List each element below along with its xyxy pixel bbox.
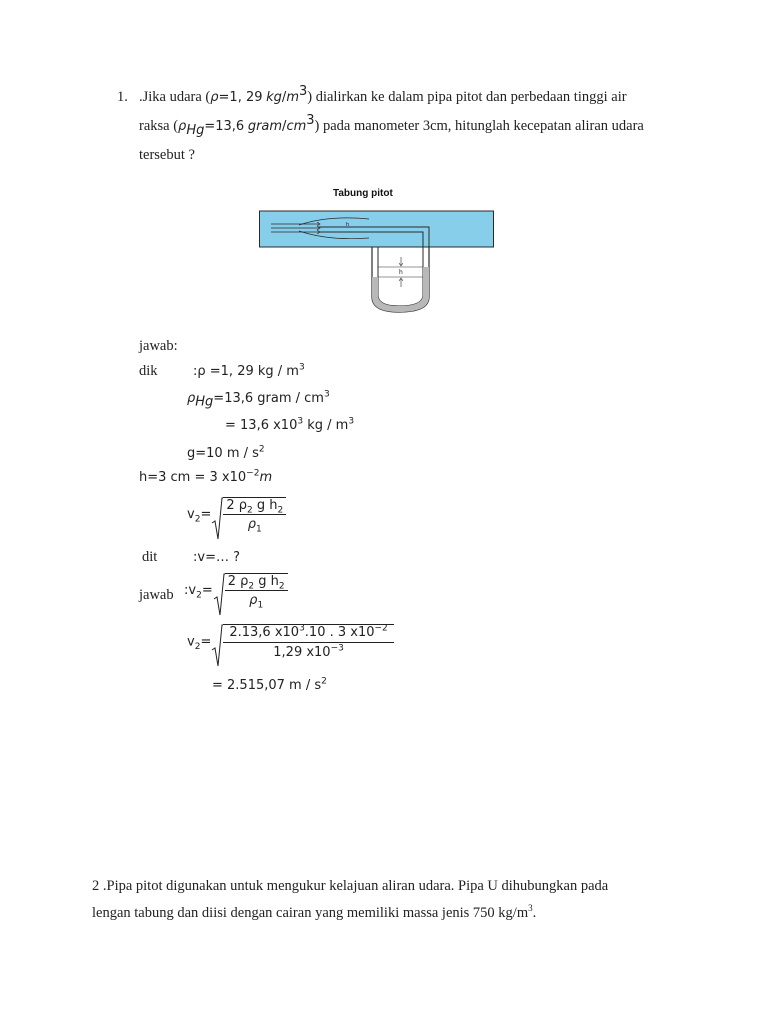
problem1-line3: tersebut ?	[139, 147, 195, 163]
dik-label: dik	[139, 363, 158, 379]
problem1-number: 1.	[117, 89, 128, 105]
inner-h-label: h	[346, 222, 350, 228]
dit-value: :v=… ?	[193, 550, 240, 565]
pitot-tube-figure	[259, 205, 495, 315]
height-label: h	[399, 269, 403, 276]
figure-title: Tabung pitot	[333, 188, 393, 199]
main-pipe	[260, 211, 494, 247]
problem1-line2: raksa ($\rho_{Hg}=13,6$ gram/$cm^3$) pada manometer 3cm, hitunglah kecepatan aliran udara	[139, 113, 644, 138]
problem1-line1: .Jika udara (ρ=1, 29 $kg/m^3$) dialirkan ke dalam pipa pitot dan perbedaan tinggi air	[139, 84, 627, 105]
rho-hg-conversion: = 13,6 $x10^3$ kg / $m^3$	[225, 416, 355, 433]
jawab-label: jawab:	[139, 338, 178, 354]
rho-hg-line: $\rho_{Hg}=13,6$ gram / $cm^3$	[187, 389, 330, 410]
problem2-line2: lengan tabung dan diisi dengan cairan yang memiliki massa jenis 750 $kg/m^3$.	[92, 903, 537, 921]
gravity-line: g=10 m / $s^2$	[187, 444, 265, 461]
dik-rho: :ρ =1, 29 kg / $m^3$	[193, 362, 305, 379]
result: = 2.515,07 m / $s^2$	[212, 676, 327, 693]
formula-v2-answer: $:v_2=$ $\frac{2 \rho_2 g h_2}{\rho_1}$	[184, 573, 288, 608]
height-line: h=3 cm = 3 $x10^{-2}m$	[139, 468, 273, 485]
problem2-line1: 2 .Pipa pitot digunakan untuk mengukur kelajuan aliran udara. Pipa U dihubungkan pada	[92, 878, 609, 894]
dit-label: dit	[142, 549, 158, 565]
jawab2-label: jawab	[139, 587, 174, 603]
calculation: $v_2=$ $\frac{2.13,6 x10^3.10 . 3 x10^{-2}}{1,29 x10^{-3}}$	[187, 624, 394, 660]
formula-v2: $v_2=$ $\frac{2 \rho_2 g h_2}{\rho_1}$	[187, 497, 286, 532]
